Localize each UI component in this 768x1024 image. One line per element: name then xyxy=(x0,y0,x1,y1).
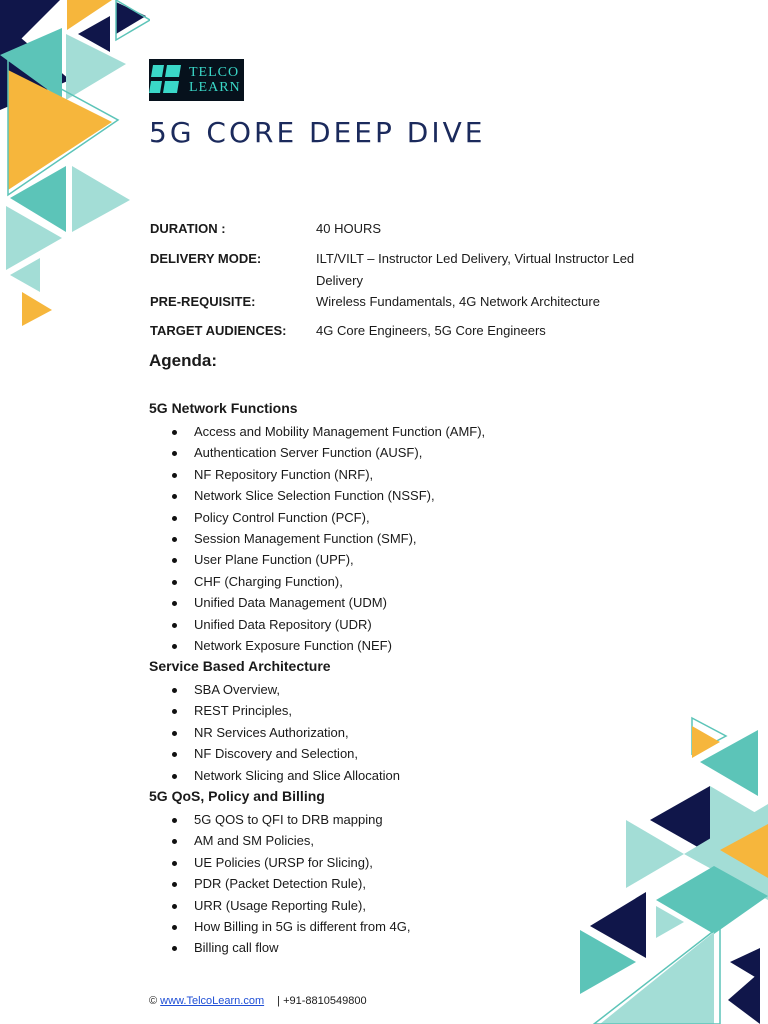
decorative-triangles-left xyxy=(0,0,150,330)
deco-triangle xyxy=(728,972,760,1024)
list-item: NF Discovery and Selection, xyxy=(170,743,400,764)
telcolearn-logo xyxy=(149,59,244,101)
list-item: CHF (Charging Function), xyxy=(170,571,485,592)
logo-line1: TELCO xyxy=(189,65,240,80)
list-item: Network Slice Selection Function (NSSF), xyxy=(170,485,485,506)
list-item: PDR (Packet Detection Rule), xyxy=(170,873,411,894)
list-item: Session Management Function (SMF), xyxy=(170,528,485,549)
meta-label: DELIVERY MODE: xyxy=(150,251,262,266)
deco-triangle xyxy=(72,166,130,232)
list-item: REST Principles, xyxy=(170,700,400,721)
list-item: Access and Mobility Management Function (AMF), xyxy=(170,421,485,442)
section-list-qos-policy-billing xyxy=(170,809,411,959)
deco-triangle xyxy=(730,948,760,980)
meta-value: ILT/VILT – Instructor Led Delivery, Virtual Instructor Led Delivery xyxy=(316,251,635,288)
footer xyxy=(149,995,367,1007)
list-item: AM and SM Policies, xyxy=(170,830,411,851)
list-item: How Billing in 5G is different from 4G, xyxy=(170,916,411,937)
meta-value: Wireless Fundamentals, 4G Network Architecture xyxy=(316,294,600,309)
list-item: 5G QOS to QFI to DRB mapping xyxy=(170,809,411,830)
deco-triangle xyxy=(22,292,52,326)
list-item: User Plane Function (UPF), xyxy=(170,549,485,570)
list-item: Network Exposure Function (NEF) xyxy=(170,635,485,656)
list-item: SBA Overview, xyxy=(170,679,400,700)
logo-line2: LEARN xyxy=(189,80,241,95)
section-heading: 5G QoS, Policy and Billing xyxy=(149,788,325,804)
deco-triangle xyxy=(116,2,146,34)
website-link[interactable]: www.TelcoLearn.com xyxy=(160,995,265,1007)
decorative-triangles-right xyxy=(560,700,768,1024)
list-item: URR (Usage Reporting Rule), xyxy=(170,895,411,916)
logo-text xyxy=(189,65,241,95)
meta-label: TARGET AUDIENCES: xyxy=(150,323,287,338)
meta-label: PRE-REQUISITE: xyxy=(150,294,256,309)
section-heading: Service Based Architecture xyxy=(149,658,331,674)
copyright-symbol: © xyxy=(149,995,158,1007)
list-item: Policy Control Function (PCF), xyxy=(170,507,485,528)
list-item: Unified Data Repository (UDR) xyxy=(170,614,485,635)
list-item: Network Slicing and Slice Allocation xyxy=(170,765,400,786)
section-list-sba xyxy=(170,679,400,786)
list-item: Authentication Server Function (AUSF), xyxy=(170,442,485,463)
logo-mark-icon xyxy=(149,59,189,101)
list-item: NF Repository Function (NRF), xyxy=(170,464,485,485)
list-item: Billing call flow xyxy=(170,937,411,958)
section-list-network-functions xyxy=(170,421,485,656)
list-item: Unified Data Management (UDM) xyxy=(170,592,485,613)
meta-value: 40 HOURS xyxy=(316,221,382,236)
list-item: NR Services Authorization, xyxy=(170,722,400,743)
meta-label: DURATION : xyxy=(150,221,226,236)
list-item: UE Policies (URSP for Slicing), xyxy=(170,852,411,873)
section-heading: 5G Network Functions xyxy=(149,400,298,416)
deco-triangle xyxy=(600,932,714,1024)
agenda-heading: Agenda: xyxy=(149,351,217,370)
phone-number: | +91-8810549800 xyxy=(277,995,367,1007)
meta-value: 4G Core Engineers, 5G Core Engineers xyxy=(316,323,546,338)
page-title: 5G CORE DEEP DIVE xyxy=(149,116,486,149)
